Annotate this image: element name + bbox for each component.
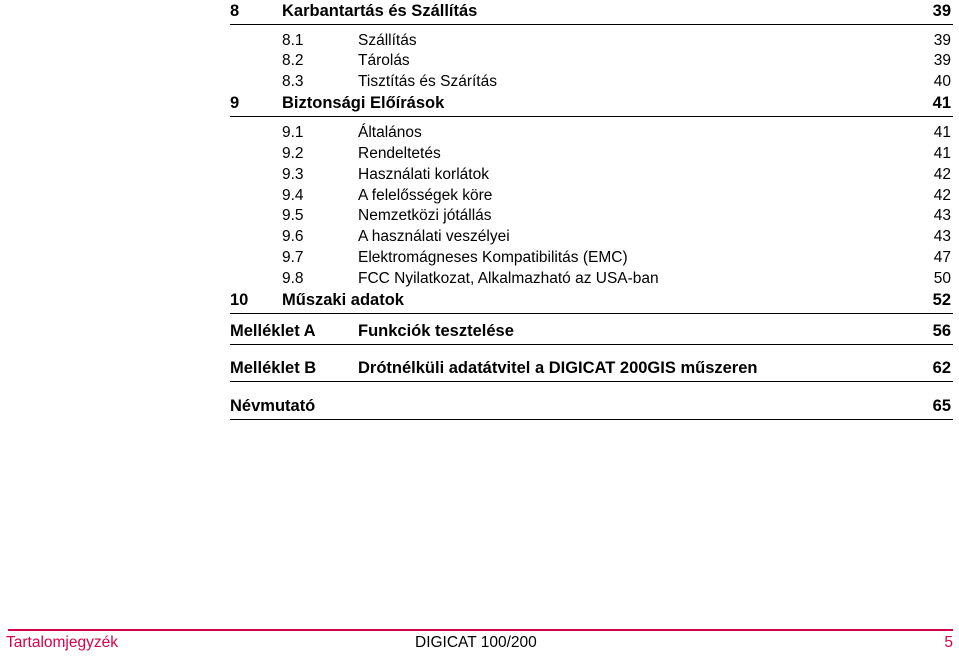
section-number: 9.7 bbox=[282, 249, 304, 266]
section-number: 9.1 bbox=[282, 124, 304, 141]
footer-product-name: DIGICAT 100/200 bbox=[415, 634, 537, 651]
appendix-title: Drótnélküli adatátvitel a DIGICAT 200GIS műszeren bbox=[358, 359, 758, 377]
page-number: 52 bbox=[932, 291, 951, 309]
toc-entry-9-2[interactable] bbox=[230, 143, 953, 165]
page-number: 39 bbox=[932, 2, 951, 20]
page-number: 43 bbox=[933, 228, 951, 245]
toc-entry-8-2[interactable] bbox=[230, 50, 953, 72]
chapter-number: 9 bbox=[230, 94, 240, 112]
page-number: 43 bbox=[933, 207, 951, 224]
section-number: 9.3 bbox=[282, 166, 304, 183]
toc-appendix-b[interactable] bbox=[230, 357, 953, 379]
toc-appendix-a[interactable] bbox=[230, 320, 953, 342]
footer-divider bbox=[8, 629, 953, 631]
toc-chapter-9[interactable] bbox=[230, 92, 953, 114]
chapter-title: Karbantartás és Szállítás bbox=[282, 2, 478, 20]
page-number: 42 bbox=[933, 187, 951, 204]
section-title: Nemzetközi jótállás bbox=[358, 207, 492, 224]
toc-entry-9-6[interactable] bbox=[230, 226, 953, 248]
page-number: 39 bbox=[933, 52, 951, 69]
chapter-number: 8 bbox=[230, 2, 240, 20]
page-number: 47 bbox=[933, 249, 951, 266]
page-number: 56 bbox=[932, 322, 951, 340]
index-label: Névmutató bbox=[230, 397, 316, 415]
toc-entry-9-8[interactable] bbox=[230, 268, 953, 290]
section-number: 9.2 bbox=[282, 145, 304, 162]
chapter-title: Biztonsági Előírások bbox=[282, 94, 445, 112]
section-number: 9.6 bbox=[282, 228, 304, 245]
page-number: 39 bbox=[933, 32, 951, 49]
section-number: 9.8 bbox=[282, 270, 304, 287]
toc-entry-9-3[interactable] bbox=[230, 164, 953, 186]
chapter-title: Műszaki adatok bbox=[282, 291, 404, 309]
appendix-divider bbox=[230, 381, 953, 382]
section-number: 9.5 bbox=[282, 207, 304, 224]
index-divider bbox=[230, 419, 953, 420]
chapter-divider bbox=[230, 24, 953, 25]
appendix-title: Funkciók tesztelése bbox=[358, 322, 514, 340]
chapter-divider bbox=[230, 313, 953, 314]
toc-chapter-10[interactable] bbox=[230, 289, 953, 311]
toc-entry-9-4[interactable] bbox=[230, 185, 953, 207]
section-number: 8.1 bbox=[282, 32, 304, 49]
section-title: Tisztítás és Szárítás bbox=[358, 73, 497, 90]
page-number: 65 bbox=[932, 397, 951, 415]
section-number: 9.4 bbox=[282, 187, 304, 204]
chapter-number: 10 bbox=[230, 291, 249, 309]
page-number: 50 bbox=[933, 270, 951, 287]
footer-page-number: 5 bbox=[944, 634, 953, 651]
section-title: Szállítás bbox=[358, 32, 417, 49]
toc-entry-9-5[interactable] bbox=[230, 205, 953, 227]
page-number: 41 bbox=[933, 145, 951, 162]
section-title: FCC Nyilatkozat, Alkalmazható az USA-ban bbox=[358, 270, 659, 287]
toc-entry-8-1[interactable] bbox=[230, 30, 953, 52]
section-title: A használati veszélyei bbox=[358, 228, 510, 245]
toc-entry-9-7[interactable] bbox=[230, 247, 953, 269]
section-title: A felelősségek köre bbox=[358, 187, 493, 204]
section-title: Rendeltetés bbox=[358, 145, 441, 162]
chapter-divider bbox=[230, 116, 953, 117]
section-number: 8.2 bbox=[282, 52, 304, 69]
footer-section-title: Tartalomjegyzék bbox=[6, 634, 118, 651]
page-number: 62 bbox=[932, 359, 951, 377]
section-number: 8.3 bbox=[282, 73, 304, 90]
page-number: 41 bbox=[932, 94, 951, 112]
toc-chapter-8[interactable] bbox=[230, 0, 953, 22]
section-title: Általános bbox=[358, 124, 422, 141]
toc-entry-9-1[interactable] bbox=[230, 122, 953, 144]
appendix-label: Melléklet B bbox=[230, 359, 317, 377]
section-title: Használati korlátok bbox=[358, 166, 489, 183]
appendix-label: Melléklet A bbox=[230, 322, 316, 340]
toc-entry-8-3[interactable] bbox=[230, 71, 953, 93]
page-number: 41 bbox=[933, 124, 951, 141]
appendix-divider bbox=[230, 344, 953, 345]
section-title: Tárolás bbox=[358, 52, 410, 69]
section-title: Elektromágneses Kompatibilitás (EMC) bbox=[358, 249, 628, 266]
page-number: 40 bbox=[933, 73, 951, 90]
toc-index[interactable] bbox=[230, 395, 953, 417]
page-number: 42 bbox=[933, 166, 951, 183]
